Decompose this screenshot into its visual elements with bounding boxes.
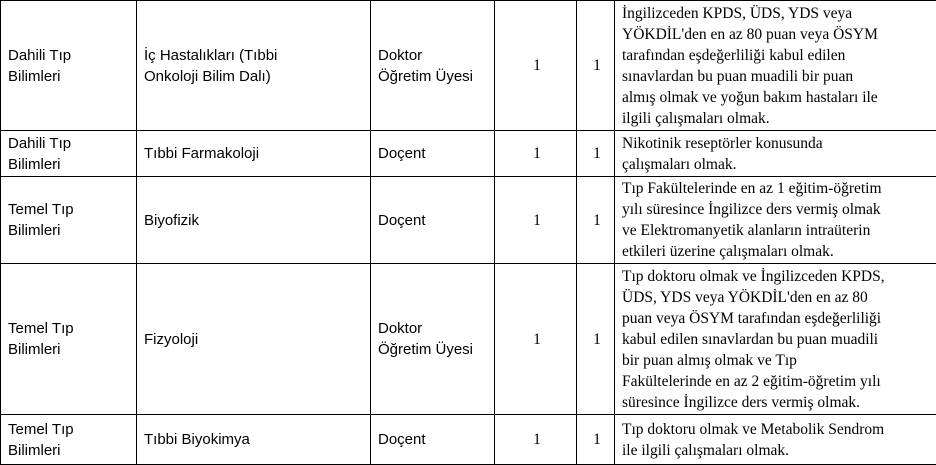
title-line: Doktor	[378, 318, 490, 339]
table-row	[1, 415, 936, 465]
requirement-line: Tıp Fakültelerinde en az 1 eğitim-öğretim	[622, 178, 932, 199]
field-line: Temel Tıp	[8, 199, 132, 220]
requirement-line: etkileri üzerine çalışmaları olmak.	[622, 241, 932, 262]
requirement-cell	[615, 415, 936, 465]
field-line: Bilimleri	[8, 440, 132, 461]
requirement-line: İngilizceden KPDS, ÜDS, YDS veya	[622, 3, 932, 24]
field-line: Dahili Tıp	[8, 133, 132, 154]
requirement-line: Nikotinik reseptörler konusunda	[622, 133, 932, 154]
field-line: Bilimleri	[8, 66, 132, 87]
requirement-line: Tıp doktoru olmak ve Metabolik Sendrom	[622, 419, 932, 440]
title-line: Öğretim Üyesi	[378, 339, 490, 360]
title-cell	[371, 1, 495, 131]
requirement-line: yılı süresince İngilizce ders vermiş olmak	[622, 199, 932, 220]
requirement-line: kabul edilen sınavlardan bu puan muadili	[622, 329, 932, 350]
department-line: Fizyoloji	[144, 329, 366, 350]
department-cell	[137, 177, 371, 264]
requirement-cell	[615, 177, 936, 264]
count-a-cell: 1	[495, 415, 577, 465]
department-cell	[137, 1, 371, 131]
requirement-line: ÜDS, YDS veya YÖKDİL'den en az 80	[622, 287, 932, 308]
field-cell	[1, 131, 137, 177]
requirement-line: sınavlardan bu puan muadili bir puan	[622, 66, 932, 87]
title-cell	[371, 177, 495, 264]
table-row	[1, 1, 936, 131]
table-row	[1, 264, 936, 415]
title-line: Öğretim Üyesi	[378, 66, 490, 87]
department-cell	[137, 131, 371, 177]
count-b-cell: 1	[577, 264, 615, 415]
requirement-line: bir puan almış olmak ve Tıp	[622, 350, 932, 371]
title-line: Doktor	[378, 45, 490, 66]
count-b-cell: 1	[577, 1, 615, 131]
requirement-line: ve Elektromanyetik alanların intraüterin	[622, 220, 932, 241]
requirement-line: Fakültelerinde en az 2 eğitim-öğretim yılı	[622, 371, 932, 392]
title-line: Doçent	[378, 210, 490, 231]
requirement-line: çalışmaları olmak.	[622, 154, 932, 175]
field-line: Temel Tıp	[8, 419, 132, 440]
requirement-line: ile ilgili çalışmaları olmak.	[622, 440, 932, 461]
field-line: Bilimleri	[8, 154, 132, 175]
count-b-cell: 1	[577, 415, 615, 465]
requirement-cell	[615, 131, 936, 177]
requirement-line: Tıp doktoru olmak ve İngilizceden KPDS,	[622, 266, 932, 287]
department-cell	[137, 264, 371, 415]
count-a-cell: 1	[495, 131, 577, 177]
department-line: Tıbbi Farmakoloji	[144, 143, 366, 164]
department-line: Biyofizik	[144, 210, 366, 231]
requirement-line: tarafından eşdeğerliliği kabul edilen	[622, 45, 932, 66]
field-cell	[1, 415, 137, 465]
requirement-line: almış olmak ve yoğun bakım hastaları ile	[622, 87, 932, 108]
requirement-cell	[615, 264, 936, 415]
count-b-cell: 1	[577, 131, 615, 177]
table-row	[1, 177, 936, 264]
requirement-line: ilgili çalışmaları olmak.	[622, 108, 932, 129]
count-a-cell: 1	[495, 1, 577, 131]
department-line: Onkoloji Bilim Dalı)	[144, 66, 366, 87]
title-line: Doçent	[378, 429, 490, 450]
field-cell	[1, 1, 137, 131]
field-line: Temel Tıp	[8, 318, 132, 339]
count-a-cell: 1	[495, 264, 577, 415]
field-cell	[1, 177, 137, 264]
field-line: Bilimleri	[8, 220, 132, 241]
count-a-cell: 1	[495, 177, 577, 264]
title-cell	[371, 264, 495, 415]
title-cell	[371, 415, 495, 465]
department-line: İç Hastalıkları (Tıbbi	[144, 45, 366, 66]
title-line: Doçent	[378, 143, 490, 164]
field-line: Dahili Tıp	[8, 45, 132, 66]
department-line: Tıbbi Biyokimya	[144, 429, 366, 450]
count-b-cell: 1	[577, 177, 615, 264]
table-row	[1, 131, 936, 177]
requirement-line: süresince İngilizce ders vermiş olmak.	[622, 392, 932, 413]
positions-table-body	[1, 1, 936, 465]
department-cell	[137, 415, 371, 465]
field-line: Bilimleri	[8, 339, 132, 360]
requirement-line: YÖKDİL'den en az 80 puan veya ÖSYM	[622, 24, 932, 45]
title-cell	[371, 131, 495, 177]
field-cell	[1, 264, 137, 415]
requirement-line: puan veya ÖSYM tarafından eşdeğerliliği	[622, 308, 932, 329]
requirement-cell	[615, 1, 936, 131]
